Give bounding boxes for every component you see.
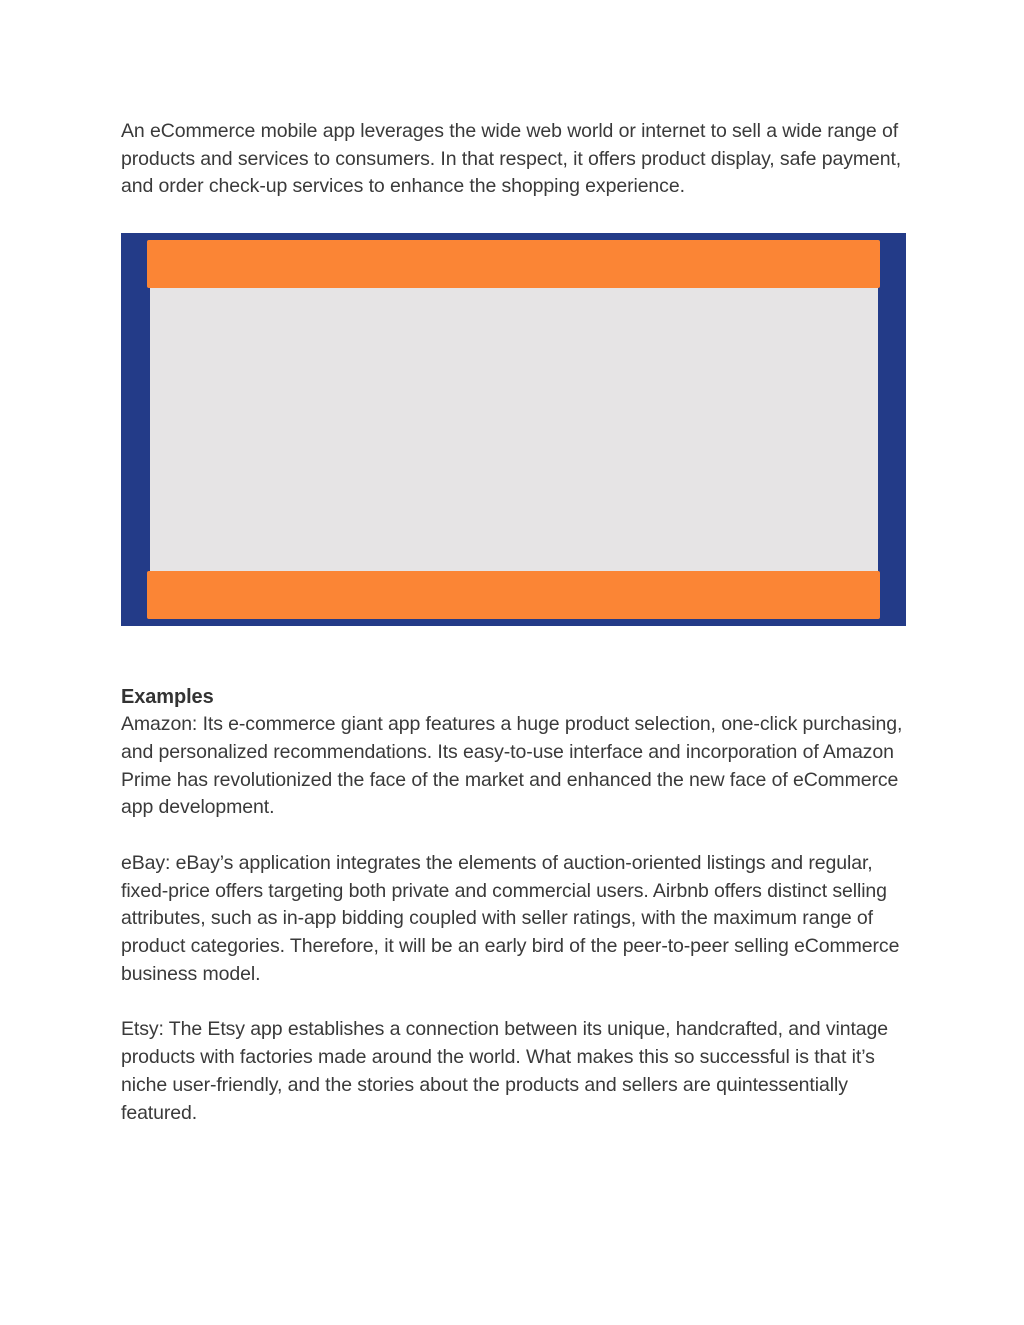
ebay-paragraph: eBay: eBay’s application integrates the elements of auction-oriented listings and regular, fixed-price offers targeting both private and commercial users. Airbnb offers distinct selling attributes, such as in-app bidding coupled with seller ratings, with the maximum range of product categories. Therefore, it will be an early bird of the peer-to-peer selling eCommerce business model. bbox=[121, 851, 900, 985]
banner-bottom-bar bbox=[147, 571, 880, 619]
amazon-paragraph: Amazon: Its e-commerce giant app features a huge product selection, one-click purchasing, and personalized recommendations. Its easy-to-use interface and incorporation of Amazon Prime has revolutionized the face of the market and enhanced the new face of eCommerce app development. bbox=[121, 713, 903, 819]
banner-image bbox=[121, 233, 906, 626]
etsy-paragraph: Etsy: The Etsy app establishes a connection between its unique, handcrafted, and vintage products with factories made around the world. What makes this so successful is that it’s niche user-friendly, and the stories about the products and sellers are quintessentially featured. bbox=[121, 1018, 889, 1124]
intro-paragraph: An eCommerce mobile app leverages the wide web world or internet to sell a wide range of products and services to consumers. In that respect, it offers product display, safe payment, and order check-up services to enhance the shopping experience. bbox=[121, 120, 902, 198]
examples-heading: Examples bbox=[121, 686, 214, 709]
document-page bbox=[121, 118, 921, 1155]
banner-panel bbox=[150, 285, 878, 575]
banner-top-bar bbox=[147, 240, 880, 288]
